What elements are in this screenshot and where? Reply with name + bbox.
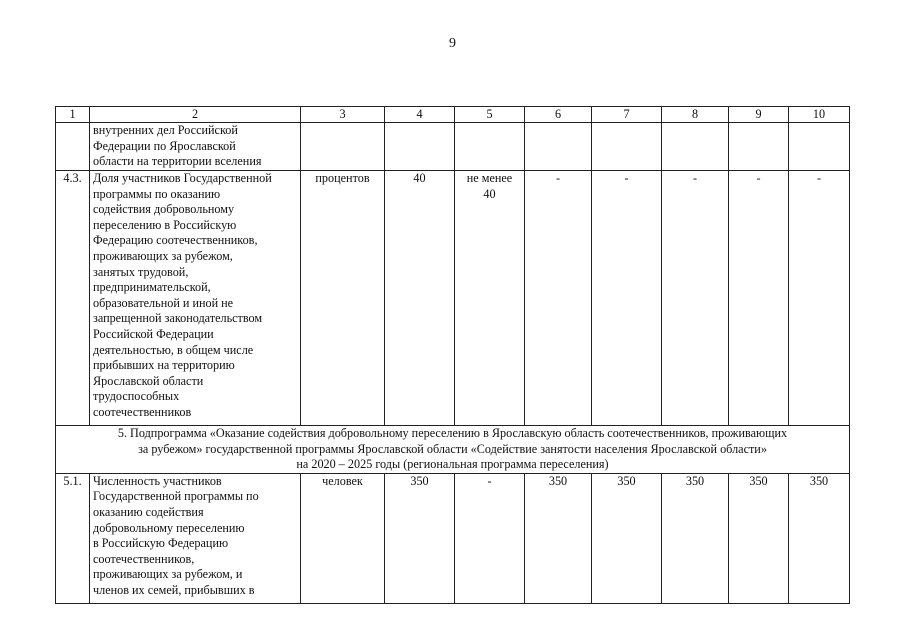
indicator-name: внутренних дел Российской Федерации по Ярославской области на территории вселения <box>90 123 301 171</box>
value-cell: 350 <box>662 473 729 603</box>
table-row <box>56 473 850 603</box>
column-header: 3 <box>301 107 385 123</box>
value-cell: - <box>789 171 850 426</box>
table-header-row <box>56 107 850 123</box>
value-cell: - <box>525 171 592 426</box>
section-row <box>56 426 850 474</box>
table-row <box>56 171 850 426</box>
value-cell <box>455 123 525 171</box>
unit-cell: процентов <box>301 171 385 426</box>
value-cell: 350 <box>525 473 592 603</box>
value-cell: - <box>662 171 729 426</box>
value-cell <box>662 123 729 171</box>
value-cell: 350 <box>385 473 455 603</box>
indicator-name: Доля участников Государственной программы по оказанию содействия добровольному переселению в Российскую Федерацию соотечественников, проживающих за рубежом, занятых трудовой, предпринимательской, образовательной и иной не запрещенной законодательством Российской Федерации деятельностью, в общем числе прибывших на территорию Ярославской области трудоспособных соотечественников <box>90 171 301 426</box>
row-number: 5.1. <box>56 473 90 603</box>
column-header: 4 <box>385 107 455 123</box>
value-cell: 40 <box>385 171 455 426</box>
value-cell <box>789 123 850 171</box>
value-cell <box>729 123 789 171</box>
value-cell <box>385 123 455 171</box>
indicator-name: Численность участников Государственной программы по оказанию содействия добровольному переселению в Российскую Федерацию соотечественников, проживающих за рубежом, и членов их семей, прибывших в <box>90 473 301 603</box>
table-row <box>56 123 850 171</box>
unit-cell <box>301 123 385 171</box>
value-cell: 350 <box>592 473 662 603</box>
value-cell: 350 <box>789 473 850 603</box>
row-number: 4.3. <box>56 171 90 426</box>
value-cell <box>525 123 592 171</box>
section-title: 5. Подпрограмма «Оказание содействия добровольному переселению в Ярославскую область соотечественников, проживающих за рубежом» государственной программы Ярославской области «Содействие занятости населения Ярославской области» на 2020 – 2025 годы (региональная программа переселения) <box>56 426 850 474</box>
column-header: 9 <box>729 107 789 123</box>
unit-cell: человек <box>301 473 385 603</box>
value-cell: 350 <box>729 473 789 603</box>
column-header: 10 <box>789 107 850 123</box>
page-number: 9 <box>449 36 456 51</box>
column-header: 8 <box>662 107 729 123</box>
value-cell: - <box>592 171 662 426</box>
row-number <box>56 123 90 171</box>
indicators-table <box>55 106 850 604</box>
column-header: 1 <box>56 107 90 123</box>
column-header: 5 <box>455 107 525 123</box>
column-header: 2 <box>90 107 301 123</box>
value-cell: - <box>455 473 525 603</box>
column-header: 6 <box>525 107 592 123</box>
value-cell: - <box>729 171 789 426</box>
value-cell <box>592 123 662 171</box>
column-header: 7 <box>592 107 662 123</box>
value-cell: не менее 40 <box>455 171 525 426</box>
